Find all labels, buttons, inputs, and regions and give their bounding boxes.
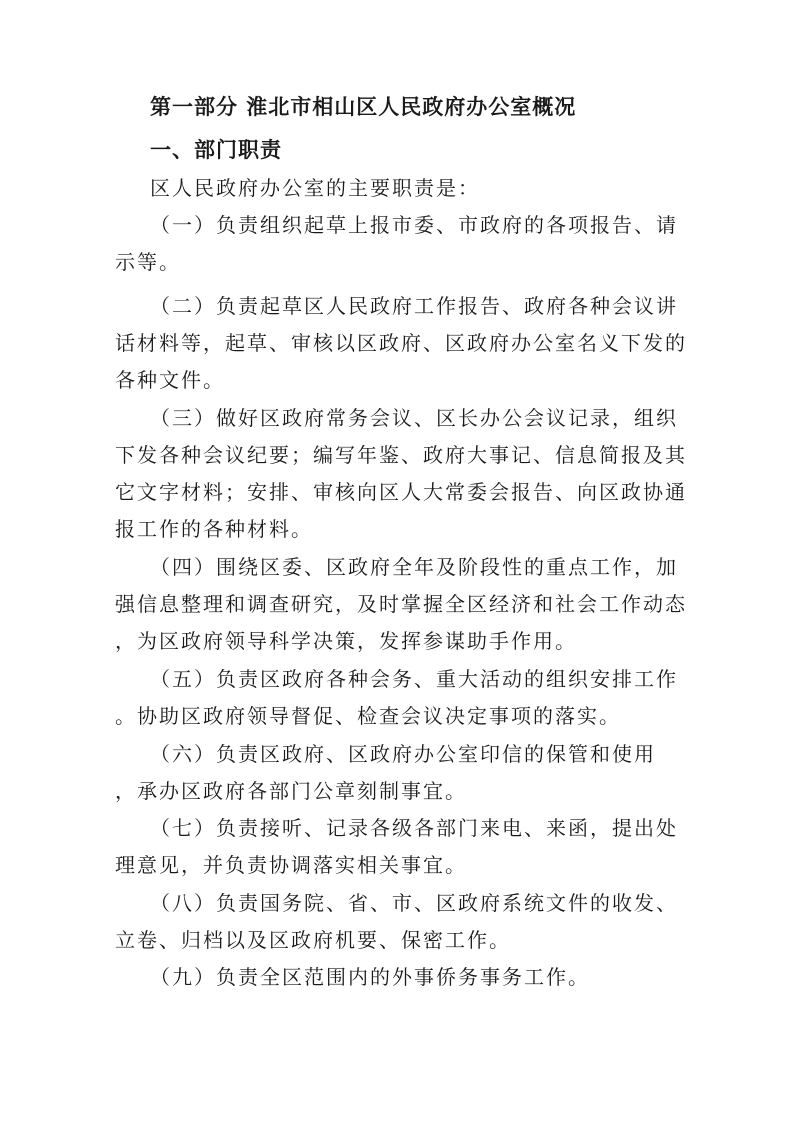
text-line: （二）负责起草区人民政府工作报告、政府各种会议讲 [150,294,678,318]
text-line: （九）负责全区范围内的外事侨务事务工作。 [150,965,590,989]
text-line: （六）负责区政府、区政府办公室印信的保管和使用 [150,742,656,766]
text-line: （四）围绕区委、区政府全年及阶段性的重点工作，加 [150,555,678,579]
text-line: （三）做好区政府常务会议、区长办公会议记录，组织 [150,406,678,430]
text-line: （七）负责接听、记录各级各部门来电、来函，提出处 [150,816,678,840]
text-line: 它文字材料；安排、审核向区人大常委会报告、向区政协通 [115,480,687,504]
text-line: 理意见，并负责协调落实相关事宜。 [115,853,467,877]
text-line: 立卷、归档以及区政府机要、保密工作。 [115,928,511,952]
text-line: （一）负责组织起草上报市委、市政府的各项报告、请 [150,213,678,237]
text-line: 。协助区政府领导督促、检查会议决定事项的落实。 [115,704,621,728]
text-line: （五）负责区政府各种会务、重大活动的组织安排工作 [150,667,678,691]
document-title: 第一部分 淮北市相山区人民政府办公室概况 [150,95,577,119]
text-line: 强信息整理和调查研究，及时掌握全区经济和社会工作动态 [115,592,687,616]
text-line: 话材料等，起草、审核以区政府、区政府办公室名义下发的 [115,331,687,355]
text-line: 各种文件。 [115,368,225,392]
text-line: （八）负责国务院、省、市、区政府系统文件的收发、 [150,891,678,915]
intro-line: 区人民政府办公室的主要职责是： [150,176,480,200]
section-heading: 一、部门职责 [150,138,282,162]
text-line: 报工作的各种材料。 [115,517,313,541]
text-line: ，为区政府领导科学决策，发挥参谋助手作用。 [115,629,577,653]
text-line: 下发各种会议纪要；编写年鉴、政府大事记、信息简报及其 [115,443,687,467]
text-line: ，承办区政府各部门公章刻制事宜。 [115,779,467,803]
text-line: 示等。 [115,250,181,274]
